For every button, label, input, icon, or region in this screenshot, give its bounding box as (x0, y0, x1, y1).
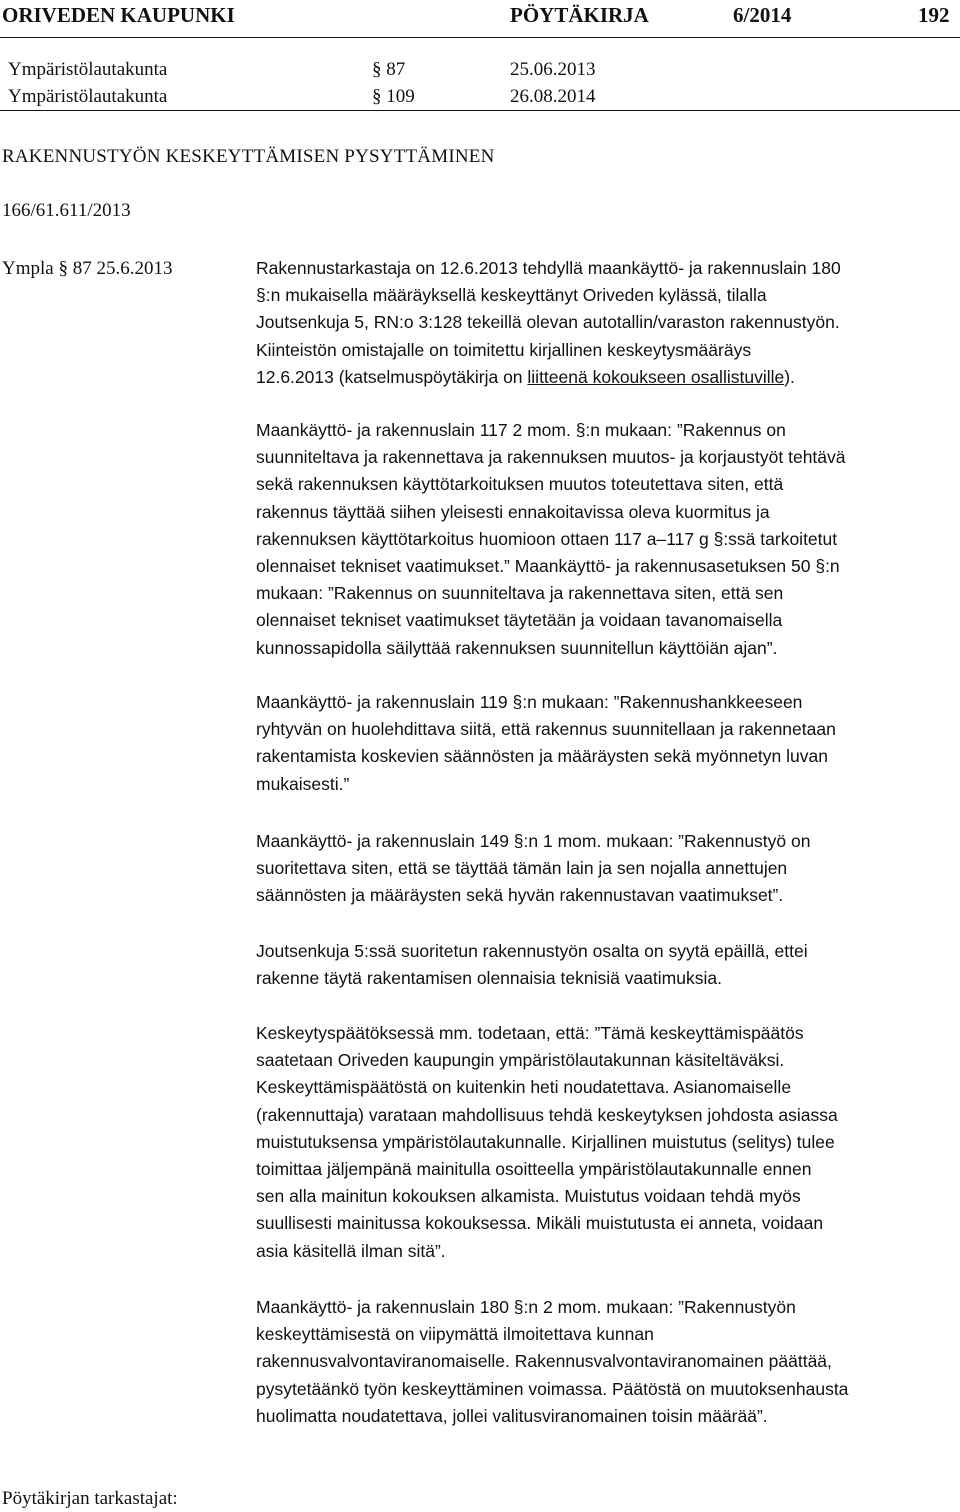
paragraph-line: rakennus täyttää siihen yleisesti ennakoitavissa oleva kuormitus ja (256, 501, 770, 522)
header-divider (0, 37, 960, 38)
paragraph-line: rakentamista koskevien säännösten ja määräysten sekä myönnetyn luvan (256, 746, 828, 767)
paragraph-line: pysytetäänkö työn keskeyttäminen voimassa. Päätöstä on muutoksenhausta (256, 1378, 849, 1399)
paragraph-line: rakennusvalvontaviranomaiselle. Rakennusvalvontaviranomainen päättää, (256, 1351, 832, 1372)
paragraph-line: Rakennustarkastaja on 12.6.2013 tehdyllä maankäyttö- ja rakennuslain 180 (256, 258, 841, 278)
paragraph-line-with-underline: 12.6.2013 (katselmuspöytäkirja on liitteenä kokoukseen osallistuville). (256, 366, 795, 387)
paragraph-line: suoritettava siten, että se täyttää tämän lain ja sen nojalla annettujen (256, 858, 788, 879)
meeting-section-2: § 109 (372, 86, 415, 107)
paragraph-line: suullisesti mainitussa kokouksessa. Mikäli muistutusta ei anneta, voidaan (256, 1213, 824, 1234)
paragraph-line: §:n mukaisella määräyksellä keskeyttänyt Oriveden kylässä, tilalla (256, 285, 767, 306)
paragraph-line: toimittaa jäljempänä mainitulla osoitteella ympäristölautakunnalle ennen (256, 1159, 812, 1180)
paragraph-line: Maankäyttö- ja rakennuslain 119 §:n mukaan: ”Rakennushankkeeseen (256, 692, 803, 712)
paragraph-3 (256, 689, 956, 798)
previous-decision-reference: Ympla § 87 25.6.2013 (2, 258, 173, 279)
paragraph-line: ryhtyvän on huolehdittava siitä, että rakennus suunnitellaan ja rakennetaan (256, 719, 836, 740)
paragraph-line: Keskeytyspäätöksessä mm. todetaan, että: ”Tämä keskeyttämispäätös (256, 1023, 804, 1043)
paragraph-line: sen alla mainitun kokouksen alkamista. Muistutus voidaan tehdä myös (256, 1186, 801, 1207)
document-type: PÖYTÄKIRJA (510, 3, 649, 27)
meeting-date-2: 26.08.2014 (510, 86, 596, 107)
document-number: 6/2014 (733, 3, 792, 27)
minutes-reviewers-label: Pöytäkirjan tarkastajat: (2, 1488, 178, 1509)
paragraph-line: Maankäyttö- ja rakennuslain 180 §:n 2 mom. mukaan: ”Rakennustyön (256, 1297, 796, 1317)
paragraph-line: Joutsenkuja 5, RN:o 3:128 tekeillä olevan autotallin/varaston rakennustyön. (256, 312, 840, 333)
meeting-body-2: Ympäristölautakunta (8, 86, 168, 107)
paragraph-line: Keskeyttämispäätöstä on kuitenkin heti noudatettava. Asianomaiselle (256, 1077, 792, 1098)
paragraph-line: Kiinteistön omistajalle on toimitettu kirjallinen keskeytysmääräys (256, 339, 752, 360)
paragraph-1 (256, 255, 956, 391)
paragraph-line: olennaiset tekniset vaatimukset.” Maankäyttö- ja rakennusasetuksen 50 §:n (256, 556, 840, 577)
paragraph-line: (rakennuttaja) varataan mahdollisuus tehdä keskeytyksen johdosta asiassa (256, 1104, 838, 1125)
paragraph-line: sekä rakennuksen käyttötarkoituksen muutos toteutettava siten, että (256, 474, 784, 495)
attachment-note-underlined: liitteenä kokoukseen osallistuville (527, 366, 785, 387)
meeting-body-1: Ympäristölautakunta (8, 59, 168, 80)
paragraph-line: mukaisesti.” (256, 773, 350, 794)
paragraph-line: Joutsenkuja 5:ssä suoritetun rakennustyön osalta on syytä epäillä, ettei (256, 941, 808, 961)
paragraph-line: saatetaan Oriveden kaupungin ympäristölautakunnan käsiteltäväksi. (256, 1050, 785, 1071)
paragraph-line: keskeyttämisestä on viipymättä ilmoitettava kunnan (256, 1324, 654, 1345)
paragraph-5 (256, 938, 956, 992)
paragraph-4 (256, 828, 956, 910)
paragraph-line: kunnossapidolla säilyttää rakennuksen suunnitellun käyttöiän ajan”. (256, 637, 778, 658)
document-title: RAKENNUSTYÖN KESKEYTTÄMISEN PYSYTTÄMINEN (2, 146, 495, 167)
paragraph-line: Maankäyttö- ja rakennuslain 117 2 mom. §:n mukaan: ”Rakennus on (256, 420, 786, 440)
meeting-divider (0, 110, 960, 111)
paragraph-line: muistutuksensa ympäristölautakunnalle. Kirjallinen muistutus (selitys) tulee (256, 1131, 835, 1152)
org-name: ORIVEDEN KAUPUNKI (2, 3, 235, 27)
paragraph-7 (256, 1294, 956, 1430)
page-number: 192 (918, 3, 950, 27)
paragraph-line: olennaiset tekniset vaatimukset täytetään ja voidaan tavanomaisella (256, 610, 783, 631)
paragraph-line: rakennuksen käyttötarkoitus huomioon ottaen 117 a–117 g §:ssä tarkoitetut (256, 528, 838, 549)
meeting-section-1: § 87 (372, 59, 406, 80)
paragraph-6 (256, 1020, 956, 1265)
meeting-date-1: 25.06.2013 (510, 59, 596, 80)
paragraph-line: säännösten ja määräysten sekä hyvän rakennustavan vaatimukset”. (256, 885, 784, 906)
paragraph-line: mukaan: ”Rakennus on suunniteltava ja rakennettava siten, että sen (256, 583, 784, 604)
paragraph-line: suunniteltava ja rakennettava ja rakennuksen muutos- ja korjaustyöt tehtävä (256, 447, 846, 468)
paragraph-line: Maankäyttö- ja rakennuslain 149 §:n 1 mom. mukaan: ”Rakennustyö on (256, 831, 811, 851)
case-number: 166/61.611/2013 (2, 200, 131, 221)
paragraph-line: rakenne täytä rakentamisen olennaisia teknisiä vaatimuksia. (256, 968, 722, 989)
paragraph-line: huolimatta noudatettava, jollei valitusviranomainen toisin määrää”. (256, 1405, 768, 1426)
paragraph-2 (256, 417, 956, 662)
paragraph-line: asia käsitellä ilman sitä”. (256, 1240, 446, 1261)
